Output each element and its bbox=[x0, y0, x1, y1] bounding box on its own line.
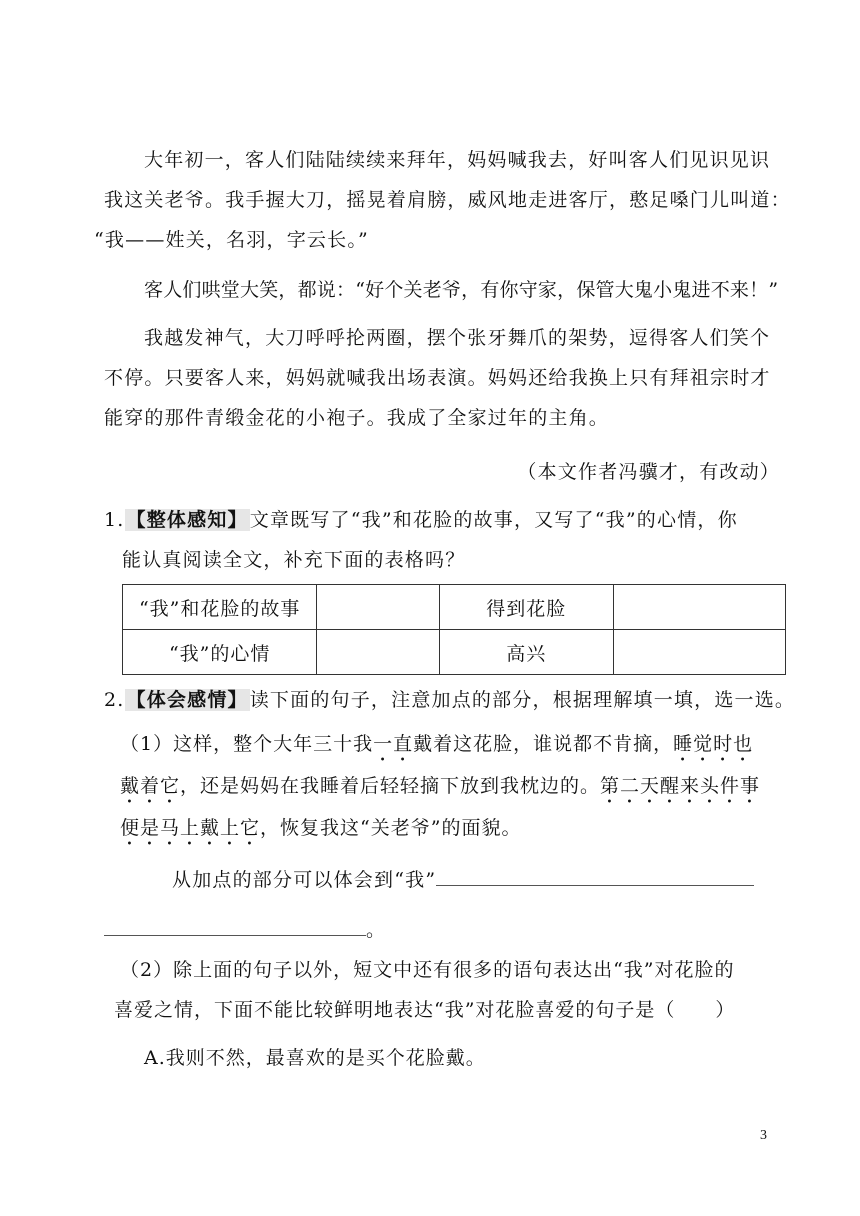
question-text: 读下面的句子，注意加点的部分，根据理解填一填，选一选。 bbox=[249, 689, 796, 711]
table-row bbox=[123, 585, 786, 630]
text-line: “我——姓关，名羽，字云长。” bbox=[94, 229, 369, 251]
plain-text: 这样，整个大年三十我 bbox=[173, 733, 374, 755]
fill-in-blank bbox=[104, 860, 780, 950]
table-cell: 得到花脸 bbox=[439, 585, 613, 630]
answer-blank[interactable] bbox=[104, 915, 366, 936]
dotted-text: 一直 bbox=[373, 733, 414, 755]
question-1 bbox=[104, 500, 780, 580]
story-paragraph-1 bbox=[94, 140, 791, 260]
text-line: 客人们哄堂大笑，都说：“好个关老爷，有你守家，保管大鬼小鬼进不来！” bbox=[144, 279, 779, 301]
plain-text: ，恢复我这“关老爷”的面貌。 bbox=[260, 817, 522, 839]
sub-question-2 bbox=[114, 950, 784, 1078]
fill-suffix: 。 bbox=[366, 919, 387, 941]
table-cell: “我”的心情 bbox=[123, 630, 317, 675]
table-cell: 高兴 bbox=[439, 630, 613, 675]
question-2-line bbox=[104, 680, 796, 720]
question-text: 文章既写了“我”和花脸的故事，又写了“我”的心情，你 bbox=[249, 509, 738, 531]
fill-line bbox=[172, 860, 780, 900]
answer-blank[interactable] bbox=[436, 865, 754, 886]
dotted-text: 睡觉时也 bbox=[673, 733, 754, 755]
story-mood-table bbox=[122, 584, 786, 675]
text-line: （2）除上面的句子以外，短文中还有很多的语句表达出“我”对花脸的 bbox=[120, 959, 735, 981]
text-line bbox=[120, 808, 784, 850]
dotted-text: 便是马上戴上它 bbox=[120, 817, 261, 839]
question-number: 1. bbox=[104, 509, 125, 531]
question-tag: 【整体感知】 bbox=[126, 509, 248, 531]
question-1-line: 能认真阅读全文，补充下面的表格吗？ bbox=[122, 549, 466, 571]
text-line: 喜爱之情，下面不能比较鲜明地表达“我”对花脸喜爱的句子是（ ） bbox=[114, 999, 736, 1021]
source-note bbox=[104, 452, 780, 492]
question-tag: 【体会感情】 bbox=[126, 689, 248, 711]
text-line: 大年初一，客人们陆陆续续来拜年，妈妈喊我去，好叫客人们见识见识 bbox=[144, 149, 771, 171]
question-number: 2. bbox=[104, 689, 125, 711]
fill-prefix: 从加点的部分可以体会到“我” bbox=[172, 869, 437, 891]
dotted-text: 戴着它 bbox=[120, 775, 181, 797]
text-line bbox=[120, 724, 784, 766]
page-number: 3 bbox=[760, 1128, 767, 1143]
table-cell-blank[interactable] bbox=[317, 585, 439, 630]
fill-line bbox=[104, 910, 780, 950]
question-2 bbox=[104, 680, 796, 720]
story-paragraph-3 bbox=[104, 318, 780, 438]
table-row bbox=[123, 630, 786, 675]
text-line bbox=[120, 766, 784, 808]
text-line: 能穿的那件青缎金花的小袍子。我成了全家过年的主角。 bbox=[104, 407, 610, 429]
dotted-text: 第二天醒来头件事 bbox=[600, 775, 761, 797]
table-cell-blank[interactable] bbox=[317, 630, 439, 675]
question-1-line bbox=[104, 500, 780, 540]
text-line: 我越发神气，大刀呼呼抡两圈，摆个张牙舞爪的架势，逗得客人们笑个 bbox=[144, 327, 771, 349]
source-text: （本文作者冯骥才，有改动） bbox=[517, 461, 780, 483]
sub-label: （1） bbox=[120, 733, 174, 755]
sub-question-1 bbox=[120, 724, 784, 850]
plain-text: 戴着这花脸，谁说都不肯摘， bbox=[413, 733, 674, 755]
plain-text: ，还是妈妈在我睡着后轻轻摘下放到我枕边的。 bbox=[180, 775, 601, 797]
text-line: 不停。只要客人来，妈妈就喊我出场表演。妈妈还给我换上只有拜祖宗时才 bbox=[104, 367, 771, 389]
table-cell-blank[interactable] bbox=[613, 585, 785, 630]
table-cell-blank[interactable] bbox=[613, 630, 785, 675]
option-a[interactable]: A.我则不然，最喜欢的是买个花脸戴。 bbox=[144, 1047, 486, 1069]
table-cell: “我”和花脸的故事 bbox=[123, 585, 317, 630]
story-paragraph-2 bbox=[104, 270, 780, 310]
text-line: 我这关老爷。我手握大刀，摇晃着肩膀，威风地走进客厅，憨足嗓门儿叫道： bbox=[104, 189, 791, 211]
